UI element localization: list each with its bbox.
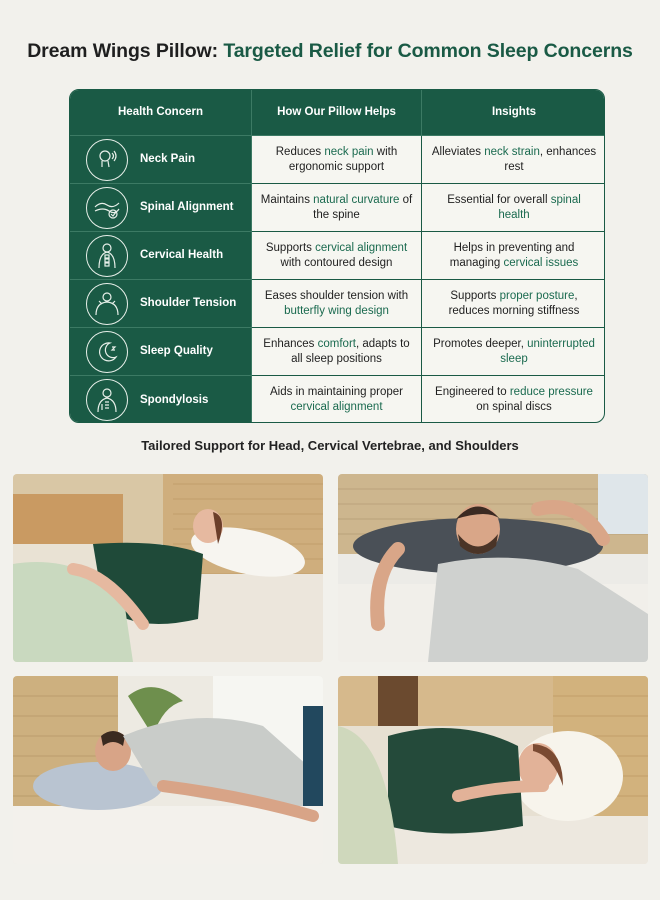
helps-post: of the spine xyxy=(313,193,413,221)
concern-label: Neck Pain xyxy=(140,153,195,166)
row-concern-shoulder-tension xyxy=(70,280,252,328)
row-concern-spondylosis xyxy=(70,376,252,423)
row-helps-cell xyxy=(252,376,422,423)
insight-hl: neck strain xyxy=(484,145,540,158)
row-helps-cell xyxy=(252,184,422,232)
helps-text xyxy=(260,241,413,271)
row-concern-spinal-alignment xyxy=(70,184,252,232)
helps-hl: comfort xyxy=(317,337,356,350)
header-how-pillow-helps: How Our Pillow Helps xyxy=(252,90,422,136)
insight-hl: reduce pressure xyxy=(509,386,593,399)
concern-label: Cervical Health xyxy=(140,249,224,262)
insight-pre: Helps in preventing and managing xyxy=(449,241,575,269)
helps-text xyxy=(260,337,413,367)
helps-hl: cervical alignment xyxy=(315,241,408,254)
helps-pre: Supports xyxy=(265,241,316,254)
photo-woman-side-sleeping xyxy=(338,676,648,864)
row-helps-cell xyxy=(252,280,422,328)
helps-post: , adapts to all sleep positions xyxy=(291,337,410,365)
insight-hl: proper posture xyxy=(499,289,575,302)
helps-pre: Maintains xyxy=(260,193,314,206)
insight-text xyxy=(430,241,598,271)
row-helps-cell xyxy=(252,328,422,376)
spondylosis-icon xyxy=(86,379,128,421)
neck-pain-icon xyxy=(86,139,128,181)
helps-text xyxy=(260,289,413,319)
helps-post: with contoured design xyxy=(280,256,393,269)
insight-text xyxy=(430,145,598,175)
photo-man-back-sleeping xyxy=(338,474,648,662)
health-concern-table xyxy=(69,89,605,423)
header-insights: Insights xyxy=(422,90,605,136)
insight-post: on spinal discs xyxy=(476,401,552,413)
insight-text xyxy=(430,385,598,415)
page-title xyxy=(0,40,660,63)
row-concern-neck-pain xyxy=(70,136,252,184)
row-concern-sleep-quality xyxy=(70,328,252,376)
helps-hl: cervical alignment xyxy=(290,401,383,413)
row-insight-cell xyxy=(422,328,605,376)
helps-hl: natural curvature xyxy=(313,193,400,206)
photo-woman-back-sleeping xyxy=(13,474,323,662)
sleep-quality-icon xyxy=(86,331,128,373)
shoulder-tension-icon xyxy=(86,283,128,325)
section-subtitle: Tailored Support for Head, Cervical Vertebrae, and Shoulders xyxy=(141,438,519,453)
cervical-health-icon xyxy=(86,235,128,277)
helps-text xyxy=(260,145,413,175)
insight-post: , reduces morning stiffness xyxy=(448,289,580,317)
insight-pre: Supports xyxy=(450,289,500,302)
insight-pre: Engineered to xyxy=(435,386,510,399)
title-brand: Dream Wings Pillow: xyxy=(27,40,218,62)
helps-text xyxy=(260,193,413,223)
insight-hl: spinal health xyxy=(498,193,581,221)
photo-man-side-sleeping xyxy=(13,676,323,864)
insight-text xyxy=(430,289,598,319)
helps-pre: Eases shoulder tension with xyxy=(264,289,409,302)
row-concern-cervical-health xyxy=(70,232,252,280)
insight-text xyxy=(430,193,598,223)
row-insight-cell xyxy=(422,136,605,184)
insight-hl: cervical issues xyxy=(503,256,579,269)
insight-hl: uninterrupted sleep xyxy=(500,337,595,365)
helps-post: with ergonomic support xyxy=(288,145,398,173)
concern-label: Sleep Quality xyxy=(140,345,213,358)
helps-pre: Reduces xyxy=(275,145,325,158)
insight-pre: Essential for overall xyxy=(447,193,551,206)
title-tagline: Targeted Relief for Common Sleep Concerns xyxy=(223,40,633,62)
concern-label: Spinal Alignment xyxy=(140,201,234,214)
insight-pre: Alleviates xyxy=(431,145,485,158)
helps-text xyxy=(260,385,413,415)
concern-label: Spondylosis xyxy=(140,393,209,406)
row-insight-cell xyxy=(422,280,605,328)
helps-hl: butterfly wing design xyxy=(284,304,389,317)
insight-post: , enhances rest xyxy=(504,145,597,173)
helps-pre: Aids in maintaining proper xyxy=(270,386,403,399)
concern-label: Shoulder Tension xyxy=(140,297,237,310)
helps-hl: neck pain xyxy=(324,145,374,158)
row-insight-cell xyxy=(422,376,605,423)
row-insight-cell xyxy=(422,232,605,280)
header-health-concern: Health Concern xyxy=(70,90,252,136)
helps-pre: Enhances xyxy=(263,337,318,350)
spinal-alignment-icon xyxy=(86,187,128,229)
insight-pre: Promotes deeper, xyxy=(433,337,528,350)
insight-text xyxy=(430,337,598,367)
row-helps-cell xyxy=(252,136,422,184)
row-insight-cell xyxy=(422,184,605,232)
row-helps-cell xyxy=(252,232,422,280)
